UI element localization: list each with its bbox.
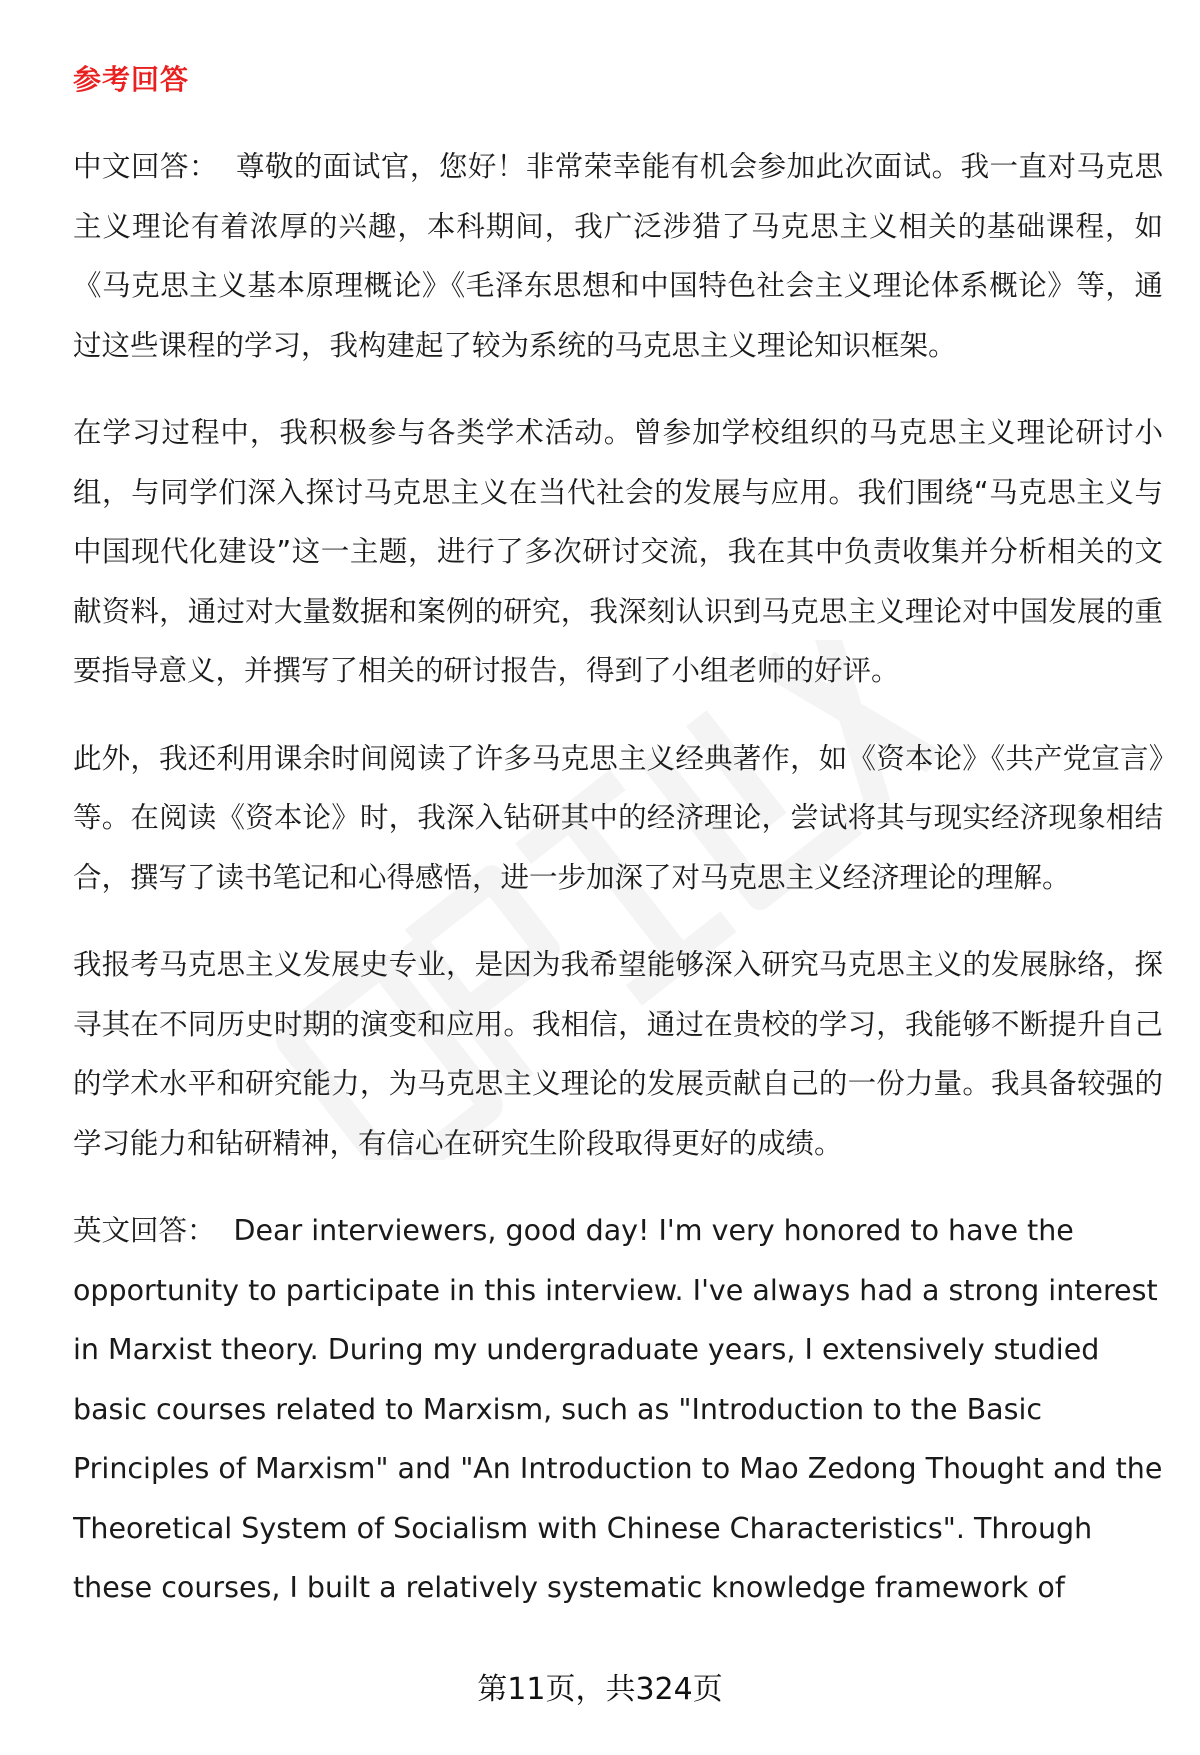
chinese-answer-paragraph-2: 在学习过程中，我积极参与各类学术活动。曾参加学校组织的马克思主义理论研讨小组，与同学们深入探讨马克思主义在当代社会的发展与应用。我们围绕“马克思主义与中国现代化建设”这一主题，进行了多次研讨交流，我在其中负责收集并分析相关的文献资料，通过对大量数据和案例的研究，我深刻认识到马克思主义理论对中国发展的重要指导意义，并撰写了相关的研讨报告，得到了小组老师的好评。 bbox=[73, 416, 1163, 687]
paragraph-text: 尊敬的面试官，您好！非常荣幸能有机会参加此次面试。我一直对马克思主义理论有着浓厚的兴趣，本科期间，我广泛涉猎了马克思主义相关的基础课程，如《马克思主义基本原理概论》《毛泽东思想和中国特色社会主义理论体系概论》等，通过这些课程的学习，我构建起了较为系统的马克思主义理论知识框架。 bbox=[73, 150, 1163, 362]
chinese-answer-paragraph-4: 我报考马克思主义发展史专业，是因为我希望能够深入研究马克思主义的发展脉络，探寻其在不同历史时期的演变和应用。我相信，通过在贵校的学习，我能够不断提升自己的学术水平和研究能力，为马克思主义理论的发展贡献自己的一份力量。我具备较强的学习能力和钻研精神，有信心在研究生阶段取得更好的成绩。 bbox=[73, 948, 1163, 1160]
chinese-answer-paragraph-3: 此外，我还利用课余时间阅读了许多马克思主义经典著作，如《资本论》《共产党宣言》等。在阅读《资本论》时，我深入钻研其中的经济理论，尝试将其与现实经济现象相结合，撰写了读书笔记和心得感悟，进一步加深了对马克思主义经济理论的理解。 bbox=[73, 741, 1163, 894]
english-answer-paragraph bbox=[73, 1201, 1163, 1618]
section-heading: 参考回答 bbox=[73, 63, 190, 96]
page-number-footer: 第11页，共324页 bbox=[477, 1672, 723, 1707]
chinese-answer-label: 中文回答： bbox=[73, 150, 218, 183]
answer-body bbox=[73, 137, 1163, 1618]
chinese-answer-paragraph-1 bbox=[73, 137, 1163, 375]
english-answer-text: Dear interviewers, good day! I'm very honored to have the opportunity to participate in this interview. I've always had a strong interest in Marxist theory. During my undergraduate years, I extensively studied basic courses related to Marxism, such as "Introduction to the Basic Principles of Marxism" and "An Introduction to Mao Zedong Thought and the Theoretical System of Socialism with Chinese Characteristics". Through these courses, I built a relatively systematic knowledge framework of bbox=[73, 1214, 1163, 1604]
english-answer-label: 英文回答： bbox=[73, 1214, 216, 1247]
